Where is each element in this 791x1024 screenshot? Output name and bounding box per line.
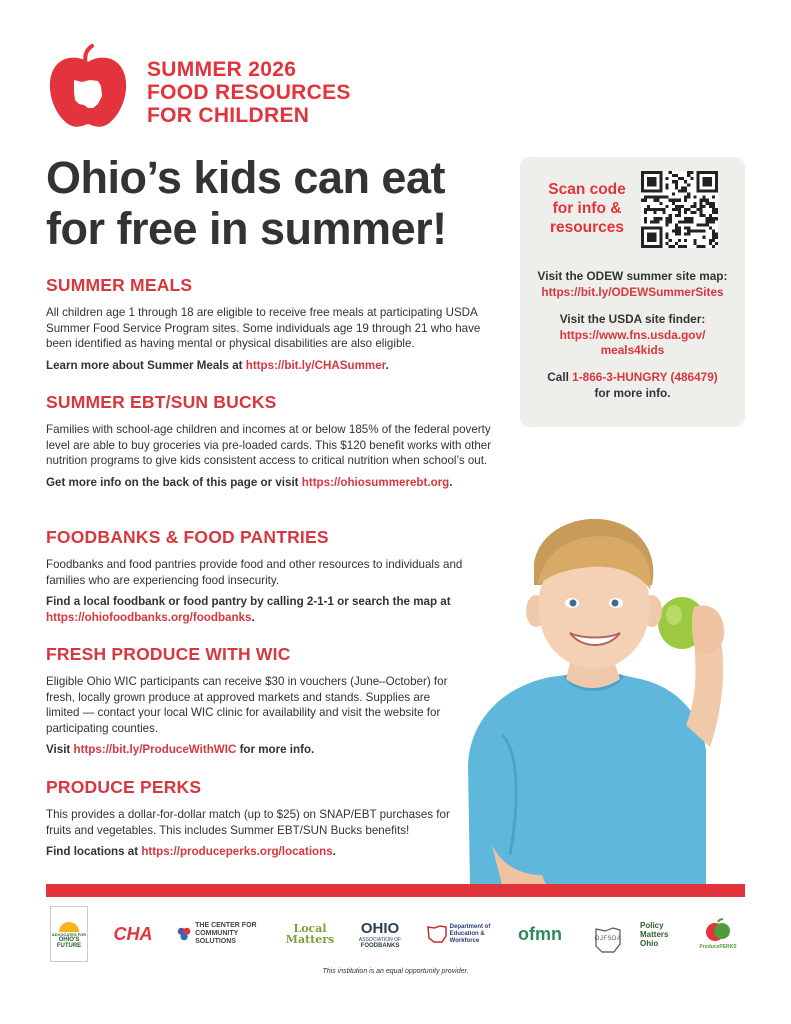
- page-headline: [46, 152, 516, 254]
- logo-cha[interactable]: CHA: [113, 923, 153, 944]
- logo-ohio-dept-education[interactable]: [422, 906, 494, 962]
- cta-link[interactable]: https://bit.ly/ProduceWithWIC: [73, 743, 237, 757]
- logo-text: OHIO'S: [58, 936, 80, 943]
- logo-advocates-ohios-future[interactable]: [50, 906, 88, 962]
- scan-code-label: [538, 180, 636, 237]
- logo-text: FOODBANKS: [360, 942, 400, 949]
- section-produce-perks: [46, 777, 456, 866]
- scan-line: for info &: [552, 200, 622, 217]
- section-cta: [46, 358, 496, 374]
- cta-link[interactable]: https://produceperks.org/locations: [141, 845, 333, 859]
- logo-ojfsda[interactable]: [586, 906, 630, 962]
- scan-line: Scan code: [548, 181, 626, 198]
- logo-text: THE CENTER FOR: [195, 922, 257, 929]
- section-heading: SUMMER MEALS: [46, 275, 193, 295]
- brand-title-line: FOOD RESOURCES: [147, 81, 351, 104]
- usda-info: [528, 312, 737, 359]
- cta-text: Find a local foodbank or food pantry by calling 2-1-1 or search the map at: [46, 595, 451, 609]
- logo-text: Matters: [640, 929, 669, 939]
- partner-logos: [46, 906, 745, 962]
- cta-link[interactable]: https://ohiofoodbanks.org/foodbanks: [46, 610, 252, 624]
- logo-text: COMMUNITY SOLUTIONS: [195, 930, 239, 945]
- sun-icon: [58, 920, 80, 932]
- logo-policy-matters-ohio[interactable]: [640, 906, 684, 962]
- scan-line: resources: [549, 219, 625, 236]
- logo-center-community-solutions[interactable]: [176, 906, 272, 962]
- section-body: All children age 1 through 18 are eligible to receive free meals at participating USDA Summer Food Service Program sites. Some individuals age 19 through 21 who have been identified as having mental or physical disabilities are also eligible.: [46, 306, 481, 351]
- section-foodbanks: [46, 527, 466, 631]
- brand-title-line: SUMMER 2026: [147, 58, 297, 81]
- logo-text: Local: [293, 922, 327, 935]
- cta-text: Find locations at: [46, 845, 142, 859]
- odew-link[interactable]: https://bit.ly/ODEWSummerSites: [541, 284, 724, 299]
- logo-produce-perks[interactable]: [692, 906, 744, 962]
- cta-text: Get more info on the back of this page or visit: [46, 475, 302, 489]
- logo-text: Department of: [449, 923, 491, 930]
- info-sidebar: [520, 157, 745, 427]
- brand-title: [147, 58, 351, 127]
- section-cta: [46, 742, 466, 758]
- logo-text: OJFSDA: [594, 936, 622, 942]
- qr-code-icon[interactable]: [641, 171, 718, 248]
- logo-text: FUTURE: [56, 942, 82, 949]
- call-line: [528, 370, 737, 386]
- cta-text: Visit: [46, 743, 74, 757]
- apple-logo-icon: [46, 42, 130, 128]
- section-body: This provides a dollar-for-dollar match (up to $25) on SNAP/EBT purchases for fruits and vegetables. This includes Summer EBT/SUN Bucks benefits!: [46, 808, 450, 837]
- usda-link[interactable]: meals4kids: [600, 343, 665, 357]
- logo-text: ASSOCIATION OF: [358, 936, 402, 943]
- ohio-state-icon: [426, 924, 448, 944]
- logo-ohio-association-foodbanks[interactable]: [352, 906, 408, 962]
- cta-end: .: [385, 358, 389, 372]
- equal-opportunity-note: This institution is an equal opportunity provider.: [322, 968, 469, 975]
- section-cta: [46, 844, 456, 860]
- section-summer-ebt: [46, 392, 496, 496]
- brand-title-line: FOR CHILDREN: [147, 104, 310, 127]
- section-heading: FOODBANKS & FOOD PANTRIES: [46, 527, 329, 547]
- logo-text: Education &: [449, 930, 485, 937]
- section-heading: SUMMER EBT/SUN BUCKS: [46, 392, 277, 412]
- logo-text: Workforce: [449, 937, 480, 944]
- section-cta: [46, 475, 496, 491]
- section-body: Families with school-age children and incomes at or below 185% of the federal poverty level are able to buy groceries via pre-loaded cards. This $120 benefit works with other nutrition programs to give kids consistent access to critical nutrition when school’s out.: [46, 423, 492, 468]
- usda-link[interactable]: https://www.fns.usda.gov/: [559, 327, 706, 342]
- headline-line: for free in summer!: [46, 203, 447, 254]
- child-with-apple-photo: [462, 515, 752, 885]
- cta-end: for more info.: [236, 743, 315, 757]
- circles-icon: [176, 926, 192, 942]
- logo-text: OHIO: [360, 919, 400, 937]
- call-info: [528, 370, 737, 401]
- logo-text: ADVOCATES FOR: [51, 931, 87, 937]
- logo-text: Policy: [640, 920, 664, 930]
- section-heading: FRESH PRODUCE WITH WIC: [46, 644, 291, 664]
- odew-label: Visit the ODEW summer site map:: [537, 269, 728, 283]
- section-body: Eligible Ohio WIC participants can receive $30 in vouchers (June–October) for fresh, locally grown produce at approved markets and stands. Supplies are limited — contact your local WIC clinic for availability and visit the website for participating counties.: [46, 675, 448, 735]
- logo-text: Ohio: [640, 938, 659, 948]
- call-suffix: for more info.: [594, 385, 671, 400]
- logo-text: ProducePERKS: [699, 944, 737, 950]
- usda-label: Visit the USDA site finder:: [559, 312, 706, 326]
- cta-text: Learn more about Summer Meals at: [46, 358, 246, 372]
- cta-link[interactable]: https://bit.ly/CHASummer: [245, 358, 386, 372]
- headline-line: Ohio’s kids can eat: [46, 152, 445, 203]
- produce-perks-apple-icon: [705, 918, 731, 944]
- call-number[interactable]: 1-866-3-HUNGRY (486479): [572, 370, 718, 384]
- logo-text: Matters: [285, 933, 335, 946]
- footer-divider-bar: [46, 884, 745, 897]
- section-wic: [46, 644, 466, 764]
- section-body: Foodbanks and food pantries provide food and other resources to individuals and families who are experiencing food insecurity.: [46, 558, 463, 587]
- cta-end: .: [449, 475, 453, 489]
- section-summer-meals: [46, 275, 496, 379]
- section-heading: PRODUCE PERKS: [46, 777, 202, 797]
- call-prefix: Call: [547, 370, 573, 384]
- odew-info: [528, 269, 737, 300]
- cta-end: .: [251, 610, 255, 624]
- cta-link[interactable]: https://ohiosummerebt.org: [301, 475, 450, 489]
- logo-ofmn[interactable]: ofmn: [518, 923, 562, 944]
- section-cta: [46, 594, 466, 625]
- cta-end: .: [332, 845, 336, 859]
- logo-local-matters[interactable]: [282, 906, 338, 962]
